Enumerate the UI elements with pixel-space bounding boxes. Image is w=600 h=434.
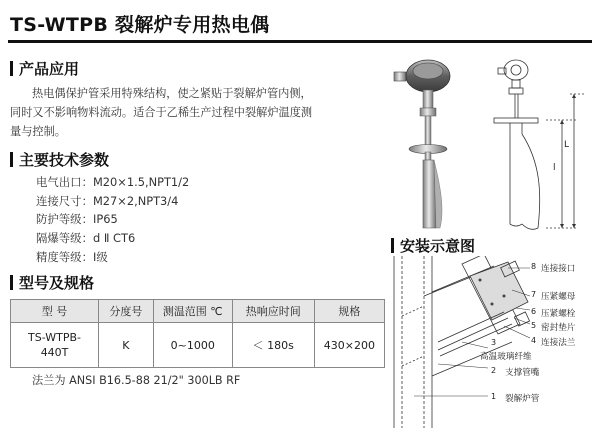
- section-specs-label: 主要技术参数: [19, 151, 110, 169]
- diagram-label-num: 8: [531, 262, 537, 271]
- section-models-heading: [10, 272, 94, 293]
- diagram-label-compression-nut: 压紧螺母: [541, 292, 576, 302]
- section-models-label: 型号及规格: [19, 274, 95, 292]
- spec-value: M27×2,NPT3/4: [92, 194, 179, 208]
- diagram-label-num: 6: [531, 307, 537, 316]
- cell-response: ＜ 180s: [232, 323, 314, 368]
- section-bar: [10, 152, 13, 167]
- spec-electrical-outlet: [36, 174, 189, 190]
- spec-label: 连接尺寸：: [36, 194, 93, 208]
- dimension-l-label: l: [553, 163, 556, 173]
- header-size: 规格: [314, 300, 384, 323]
- cell-model-line-1: TS-WTPB-: [28, 331, 82, 344]
- section-application-heading: [10, 58, 79, 79]
- cell-size: 430×200: [314, 323, 384, 368]
- diagram-label-num: 2: [491, 366, 497, 375]
- model-spec-table: [10, 299, 385, 368]
- header-model: 型 号: [11, 300, 99, 323]
- section-install-label: 安装示意图: [400, 237, 476, 255]
- spec-label: 精度等级：: [36, 250, 93, 264]
- application-paragraph: [10, 84, 355, 141]
- diagram-label-connection-interface: 连接接口: [541, 264, 576, 274]
- section-specs-heading: [10, 149, 109, 170]
- dimension-L-label: L: [564, 140, 570, 150]
- application-line-3: 量与控制。: [10, 125, 66, 138]
- spec-explosion-grade: [36, 230, 135, 246]
- spec-value: M20×1.5,NPT1/2: [92, 175, 190, 189]
- table-header-row: [11, 300, 385, 323]
- flange-note: 法兰为 ANSI B16.5-88 21/2" 300LB RF: [32, 374, 241, 387]
- cell-graduation: K: [99, 323, 154, 368]
- diagram-label-num: 4: [531, 336, 537, 345]
- diagram-label-num: 7: [531, 290, 537, 299]
- diagram-label-cracking-furnace-tube: 裂解炉管: [505, 394, 540, 404]
- cell-range: 0~1000: [153, 323, 232, 368]
- diagram-label-glass-fiber: 高温玻璃纤维: [480, 352, 532, 362]
- thermocouple-product-image: [390, 52, 478, 232]
- table-row: [11, 323, 385, 368]
- diagram-label-support-nozzle: 支撑管嘴: [505, 368, 540, 378]
- header-graduation: 分度号: [99, 300, 154, 323]
- section-bar: [10, 275, 13, 290]
- cell-model-line-2: 440T: [40, 346, 69, 359]
- spec-label: 防护等级：: [36, 212, 93, 226]
- spec-connection-size: [36, 193, 178, 209]
- spec-value: IP65: [92, 212, 118, 226]
- spec-label: 电气出口：: [36, 175, 93, 189]
- spec-value: d Ⅱ CT6: [92, 231, 136, 245]
- section-bar: [391, 238, 394, 253]
- spec-value: Ⅰ级: [92, 250, 108, 264]
- title-divider: [8, 40, 592, 43]
- diagram-label-num: 3: [491, 338, 497, 347]
- diagram-label-connection-flange: 连接法兰: [541, 338, 576, 348]
- header-response: 热响应时间: [232, 300, 314, 323]
- section-install-heading: [391, 235, 475, 256]
- diagram-label-num: 5: [531, 321, 537, 330]
- diagram-label-compression-bolt: 压紧螺栓: [541, 309, 576, 319]
- dimension-drawing: [480, 52, 595, 232]
- spec-accuracy-grade: [36, 249, 108, 265]
- spec-protection-grade: [36, 211, 118, 227]
- page-title: TS-WTPB 裂解炉专用热电偶: [10, 14, 270, 36]
- spec-label: 隔爆等级：: [36, 231, 93, 245]
- diagram-label-num: 1: [491, 392, 497, 401]
- diagram-label-seal-gasket: 密封垫片: [541, 323, 576, 333]
- section-bar: [10, 61, 13, 76]
- application-line-1: 热电偶保护管采用特殊结构，使之紧贴于裂解炉管内侧，: [32, 87, 312, 100]
- section-application-label: 产品应用: [19, 60, 80, 78]
- cell-model: [11, 323, 99, 368]
- header-range: 测温范围 ℃: [153, 300, 232, 323]
- application-line-2: 同时又不影响物料流动。适合于乙稀生产过程中裂解炉温度测: [10, 106, 313, 119]
